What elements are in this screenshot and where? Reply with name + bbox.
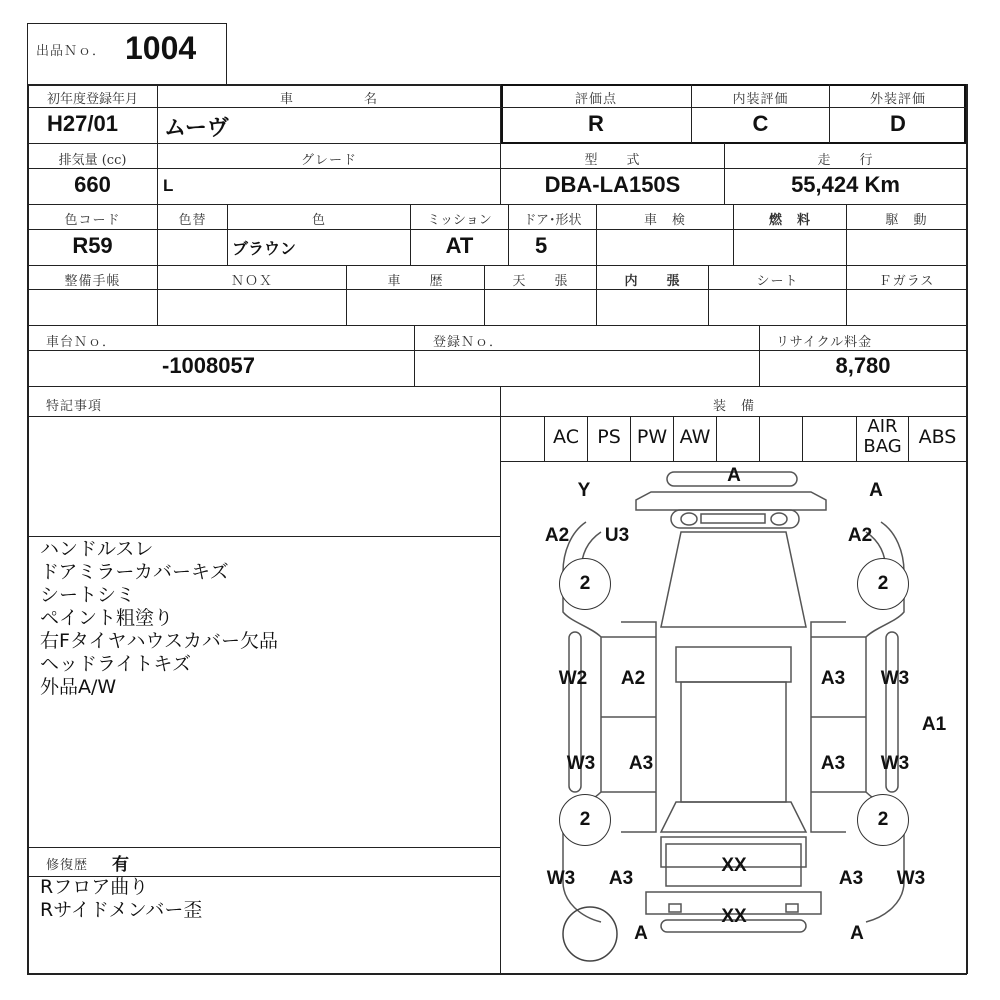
car-diagram [501,462,966,973]
recycle-fee-value: 8,780 [835,353,891,378]
first-registration-value: H27/01 [47,111,118,136]
remarks-list [40,538,495,699]
nox-label: ＮＯＸ [230,274,273,289]
repair-list [40,876,495,922]
first-registration-label: 初年度登録年月 [46,92,138,107]
displacement-label: 排気量 (cc) [58,153,127,168]
mark-front-bumper: A [727,465,741,486]
recycle-fee-label: リサイクル料金 [776,335,873,350]
door-label: ドア･形状 [523,213,582,228]
mark-rear-left: A [634,923,648,944]
car-name-label: 車 名 [279,92,378,107]
interior-trim-label: 内 張 [624,274,681,289]
lot-number: 1004 [125,30,197,66]
mark-front-left-corner: Y [577,480,591,501]
mark-rear-right-quarter-inner: A3 [838,868,864,889]
drive-label: 駆 動 [885,213,928,228]
door-value: 5 [535,233,548,258]
front-glass-label: Ｆガラス [878,274,935,289]
rear-left-tyre: 2 [559,794,611,846]
mark-rear-left-quarter-outer: W3 [546,868,576,889]
exterior-grade-label: 外装評価 [869,92,926,107]
remark-line: ヘッドライトキズ [40,653,192,675]
color-value: ブラウン [232,239,297,258]
seat-label: シート [756,274,799,289]
mark-front-left-hood: U3 [604,525,630,546]
equipment-item-ps: PS [597,426,621,448]
model-label: 型 式 [584,153,641,168]
chassis-number-label: 車台Ｎｏ． [46,335,117,350]
chassis-number-value: -1008057 [162,353,255,378]
equipment-label: 装 備 [712,399,755,414]
mark-left-front-door-inner: A2 [620,668,646,689]
mission-value: AT [445,233,474,258]
mark-rear-left-quarter-inner: A3 [608,868,634,889]
repair-line: Rサイドメンバー歪 [40,899,203,921]
mark-rear-gate: XX [721,855,747,876]
mark-front-left-fender: A2 [544,525,570,546]
inspection-label: 車 検 [643,213,686,228]
remark-line: 外品A/W [40,676,117,698]
repair-line: Rフロア曲り [40,876,149,898]
score-value: R [588,111,604,136]
mark-front-right-corner: A [869,480,883,501]
equipment-item-pw: PW [636,426,668,448]
grade-label: グレード [300,153,357,168]
repair-history-label: 修復歴 [46,858,89,873]
displacement-value: 660 [74,172,111,197]
interior-grade-value: C [752,111,769,136]
mark-right-rear-door-inner: A3 [820,753,846,774]
interior-grade-label: 内装評価 [732,92,789,107]
mark-right-front-door-inner: A3 [820,668,846,689]
vehicle-history-label: 車 歴 [387,274,444,289]
registration-number-label: 登録Ｎｏ． [433,335,504,350]
remark-line: 右Fタイヤハウスカバー欠品 [40,630,278,652]
grade-value: L [163,176,174,195]
mark-right-front-door-outer: W3 [880,668,910,689]
car-name-value: ムーヴ [164,116,229,141]
front-right-tyre: 2 [857,558,909,610]
color-label: 色 [311,213,326,228]
equipment-item-ac: AC [553,426,579,448]
remark-line: シートシミ [40,584,136,606]
mark-left-rear-door-outer: W3 [566,753,596,774]
equipment-item-aw: AW [679,426,711,448]
maintenance-record-label: 整備手帳 [64,274,121,289]
remark-line: ドアミラーカバーキズ [40,561,229,583]
mileage-label: 走 行 [817,153,874,168]
mark-right-rear-door-outer: W3 [880,753,910,774]
remarks-label: 特記事項 [46,399,103,414]
mark-rear-right-quarter-outer: W3 [896,868,926,889]
exterior-grade-value: D [890,111,906,136]
mark-front-right-fender: A2 [847,525,873,546]
mark-left-rear-door-inner: A3 [628,753,654,774]
remark-line: ハンドルスレ [40,538,154,560]
mark-left-front-door-outer: W2 [558,668,588,689]
model-value: DBA-LA150S [544,172,681,197]
color-code-label: 色コード [64,213,121,228]
repair-history-value: 有 [112,855,129,875]
remark-line: ペイント粗塗り [40,607,174,629]
equipment-item-abs: ABS [918,426,957,448]
lot-number-label: 出品Ｎｏ． [36,44,107,59]
mission-label: ミッション [427,213,492,228]
score-label: 評価点 [574,92,617,107]
color-change-label: 色替 [178,213,207,228]
mileage-value: 55,424 Km [791,172,900,197]
equipment-item-airbag: AIR BAG [863,416,902,457]
mark-rear-right: A [850,923,864,944]
color-code-value: R59 [72,233,113,258]
front-left-tyre: 2 [559,558,611,610]
rear-right-tyre: 2 [857,794,909,846]
sunroof-label: 天 張 [512,274,569,289]
mark-rear-bumper: XX [721,906,747,927]
mark-right-step: A1 [921,714,947,735]
fuel-label: 燃 料 [768,213,811,228]
